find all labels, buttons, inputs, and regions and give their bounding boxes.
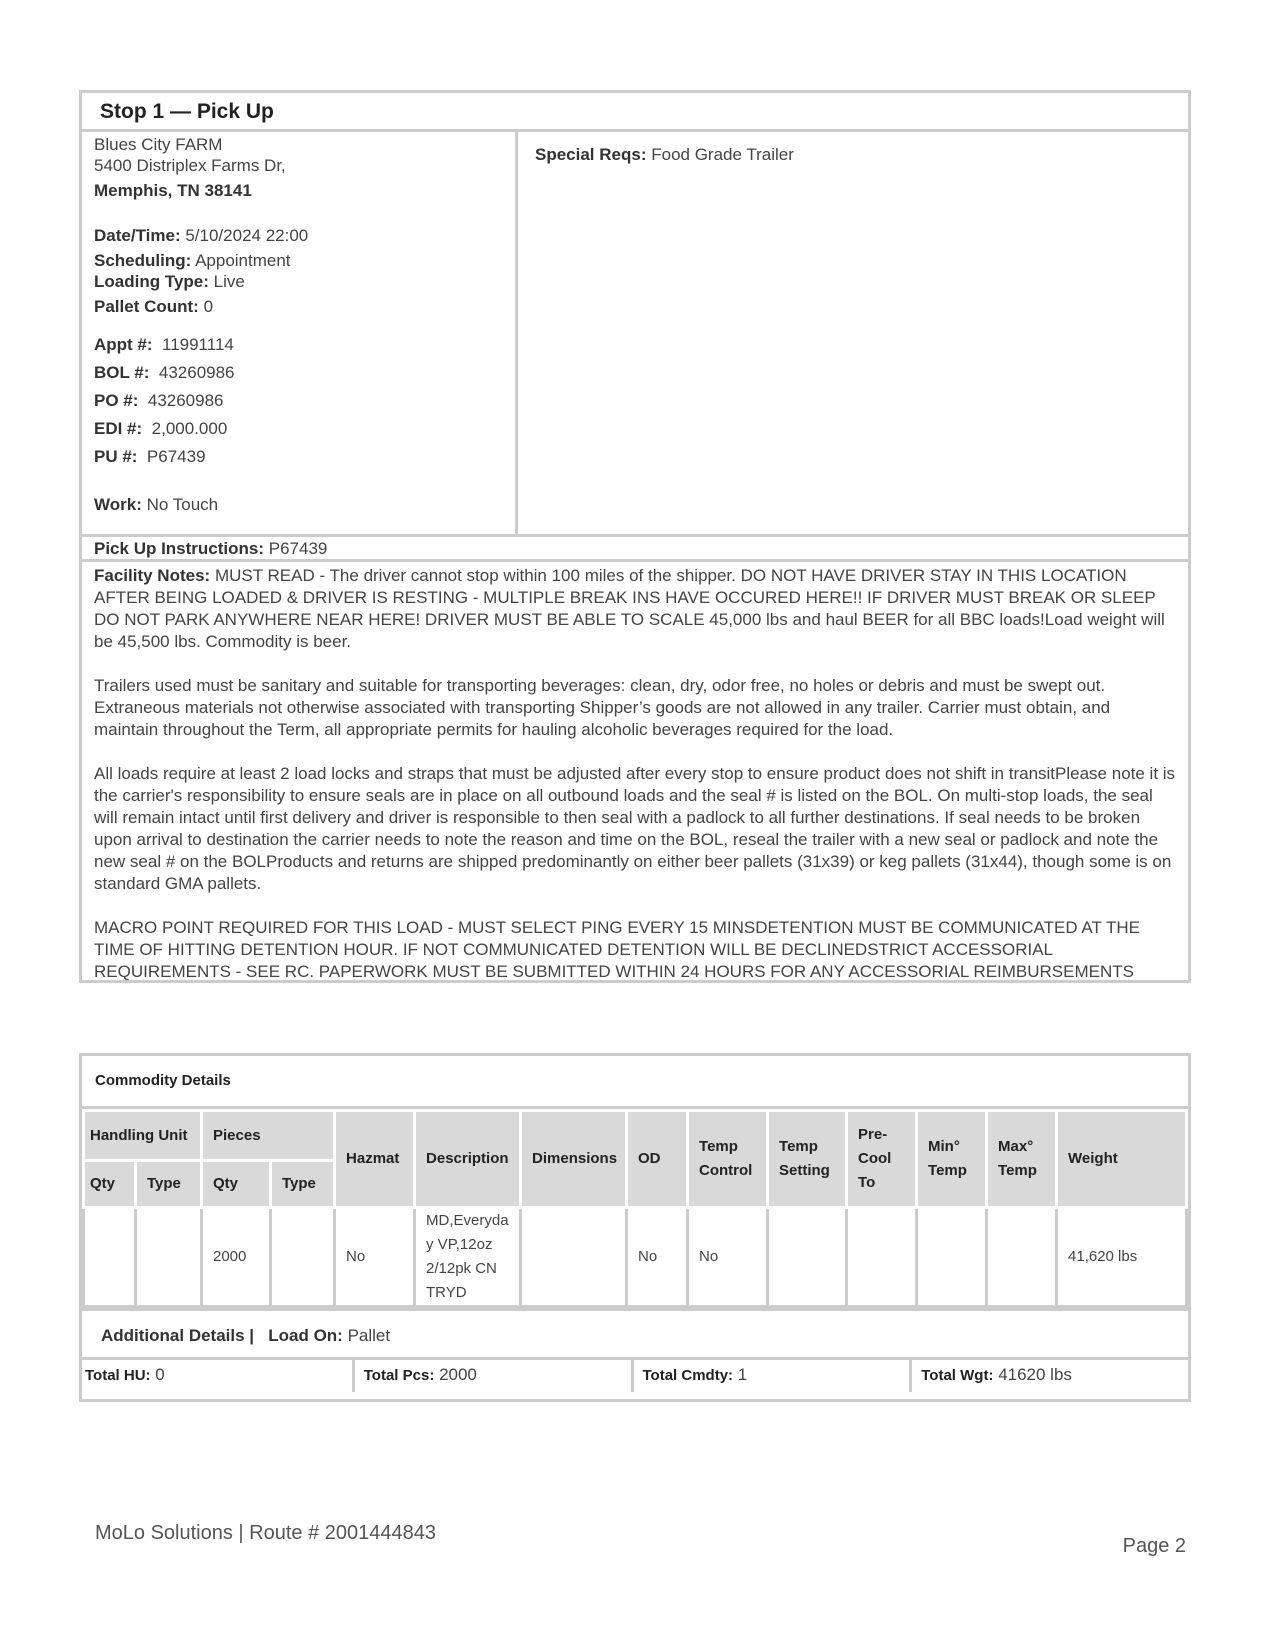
header-hazmat: Hazmat: [335, 1111, 415, 1208]
scheduling-value: Appointment: [195, 251, 291, 270]
od-cell: No: [627, 1208, 688, 1307]
table-row: [84, 1208, 1187, 1307]
appt-row: [94, 334, 515, 355]
pickup-instructions-label: Pick Up Instructions:: [94, 539, 265, 558]
min-temp-cell: [917, 1208, 987, 1307]
facility-notes: [82, 562, 1188, 983]
header-description: Description: [415, 1111, 521, 1208]
facility-notes-text-4: MACRO POINT REQUIRED FOR THIS LOAD - MUST SELECT PING EVERY 15 MINSDETENTION MUST BE COMMUNICATED AT THE TIME OF HITTING DETENTION HOUR. IF NOT COMMUNICATED DETENTION WILL BE DECLINEDSTRICT ACCESSORIAL REQUIREMENTS - SEE RC. PAPERWORK MUST BE SUBMITTED WITHIN 24 HOURS FOR ANY ACCESSORIAL REIMBURSEMENTS: [94, 918, 1140, 981]
total-cmdty-label: Total Cmdty:: [642, 1367, 734, 1384]
total-hu: [82, 1360, 355, 1392]
address-line: 5400 Distriplex Farms Dr,: [94, 156, 286, 175]
header-pieces: Pieces: [202, 1111, 335, 1161]
load-on-label: Load On:: [268, 1326, 343, 1345]
commodity-title: Commodity Details: [82, 1056, 1188, 1109]
header-dimensions: Dimensions: [521, 1111, 627, 1208]
pu-row: [94, 446, 515, 467]
datetime-value: 5/10/2024 22:00: [185, 226, 309, 245]
stop-title: Stop 1 — Pick Up: [82, 93, 1188, 132]
temp-control-cell: No: [688, 1208, 768, 1307]
header-hu-type: Type: [136, 1161, 202, 1208]
commodity-section: [79, 1053, 1191, 1402]
total-wgt-label: Total Wgt:: [921, 1367, 994, 1384]
appt-value: 11991114: [162, 335, 234, 354]
hu-type-cell: [136, 1208, 202, 1307]
edi-label: EDI #:: [94, 419, 143, 438]
appt-label: Appt #:: [94, 335, 153, 354]
pickup-instructions: [82, 537, 1188, 562]
description-cell: MD,Everyday VP,12oz 2/12pk CN TRYD: [415, 1208, 521, 1307]
datetime-row: [94, 225, 515, 246]
total-cmdty: [634, 1360, 913, 1392]
datetime-label: Date/Time:: [94, 226, 181, 245]
additional-details: [82, 1308, 1188, 1360]
facility-notes-paragraph: [94, 565, 1178, 653]
work-value: No Touch: [146, 495, 219, 514]
header-min-temp: Min° Temp: [917, 1111, 987, 1208]
pu-value: P67439: [146, 447, 206, 466]
hu-qty-cell: [84, 1208, 136, 1307]
pre-cool-cell: [847, 1208, 917, 1307]
commodity-table: [82, 1109, 1188, 1308]
work-label: Work:: [94, 495, 142, 514]
total-pcs-label: Total Pcs:: [363, 1367, 435, 1384]
max-temp-cell: [987, 1208, 1057, 1307]
scheduling-row: [94, 250, 515, 271]
header-temp-control: Temp Control: [688, 1111, 768, 1208]
header-max-temp: Max° Temp: [987, 1111, 1057, 1208]
stop-section: [79, 90, 1191, 983]
weight-cell: 41,620 lbs: [1057, 1208, 1187, 1307]
header-hu-qty: Qty: [84, 1161, 136, 1208]
stop-details: [82, 132, 518, 534]
bol-row: [94, 362, 515, 383]
additional-details-label: Additional Details |: [101, 1326, 255, 1345]
header-temp-setting: Temp Setting: [768, 1111, 847, 1208]
loading-type-row: [94, 271, 515, 292]
pallet-count-label: Pallet Count:: [94, 297, 199, 316]
facility-notes-text-1: MUST READ - The driver cannot stop within 100 miles of the shipper. DO NOT HAVE DRIVER STAY IN THIS LOCATION AFTER BEING LOADED & DRIVER IS RESTING - MULTIPLE BREAK INS HAVE OCCURED HERE!! IF DRIVER MUST BREAK OR SLEEP DO NOT PARK ANYWHERE NEAR HERE! DRIVER MUST BE ABLE TO SCALE 45,000 lbs and haul BEER for all BBC loads!Load weight will be 45,500 lbs. Commodity is beer.: [94, 566, 1165, 651]
total-hu-value: 0: [155, 1365, 165, 1384]
special-reqs-value: Food Grade Trailer: [651, 145, 794, 164]
hazmat-cell: No: [335, 1208, 415, 1307]
dimensions-cell: [521, 1208, 627, 1307]
totals-row: [82, 1360, 1188, 1392]
facility-name: Blues City FARM: [94, 135, 223, 154]
special-reqs-label: Special Reqs:: [535, 145, 647, 164]
footer-route: MoLo Solutions | Route # 2001444843: [95, 1522, 437, 1544]
temp-setting-cell: [768, 1208, 847, 1307]
pallet-count-row: [94, 296, 515, 317]
header-pre-cool: Pre-Cool To: [847, 1111, 917, 1208]
header-od: OD: [627, 1111, 688, 1208]
page-number: Page 2: [1122, 1535, 1186, 1557]
facility-notes-text-2: Trailers used must be sanitary and suitable for transporting beverages: clean, dry, odor free, no holes or debris and must be swept out. Extraneous materials not otherwise associated with transporting Shipper’s goods are not allowed in any trailer. Carrier must obtain, and maintain throughout the Term, all appropriate permits for hauling alcoholic beverages required for the load.: [94, 676, 1111, 739]
header-weight: Weight: [1057, 1111, 1187, 1208]
work-row: [94, 494, 515, 515]
pickup-instructions-value: P67439: [268, 539, 328, 558]
header-row-top: [84, 1111, 1187, 1161]
total-pcs: [355, 1360, 634, 1392]
bol-label: BOL #:: [94, 363, 150, 382]
po-value: 43260986: [147, 391, 224, 410]
pcs-qty-cell: 2000: [202, 1208, 271, 1307]
pu-label: PU #:: [94, 447, 138, 466]
bol-value: 43260986: [158, 363, 235, 382]
special-reqs: [518, 132, 1188, 165]
edi-row: [94, 418, 515, 439]
city-state-zip: Memphis, TN 38141: [94, 181, 252, 200]
loading-type-label: Loading Type:: [94, 272, 209, 291]
total-cmdty-value: 1: [737, 1365, 748, 1384]
stop-main: [82, 132, 1188, 537]
edi-value: 2,000.000: [151, 419, 228, 438]
load-on-value: Pallet: [347, 1326, 391, 1345]
facility-notes-label: Facility Notes:: [94, 566, 211, 585]
pcs-type-cell: [271, 1208, 335, 1307]
po-label: PO #:: [94, 391, 139, 410]
header-pcs-qty: Qty: [202, 1161, 271, 1208]
total-hu-label: Total HU:: [85, 1367, 151, 1384]
total-wgt-value: 41620 lbs: [998, 1365, 1072, 1384]
loading-type-value: Live: [213, 272, 245, 291]
total-pcs-value: 2000: [439, 1365, 477, 1384]
header-pcs-type: Type: [271, 1161, 335, 1208]
pallet-count-value: 0: [203, 297, 214, 316]
facility-notes-text-3: All loads require at least 2 load locks and straps that must be adjusted after every stop to ensure product does not shift in transitPlease note it is the carrier's responsibility to ensure seals are in place on all outbound loads and the seal # is listed on the BOL. On multi-stop loads, the seal will remain intact until first delivery and driver is responsible to then seal with a padlock to all further destinations. If seal needs to be broken upon arrival to destination the carrier needs to note the reason and time on the BOL, reseal the trailer with a new seal or padlock and note the new seal # on the BOLProducts and returns are shipped predominantly on either beer pallets (31x39) or keg pallets (31x44), though some is on standard GMA pallets.: [94, 764, 1176, 893]
po-row: [94, 390, 515, 411]
header-handling-unit: Handling Unit: [84, 1111, 202, 1161]
scheduling-label: Scheduling:: [94, 251, 192, 270]
total-wgt: [912, 1360, 1188, 1392]
